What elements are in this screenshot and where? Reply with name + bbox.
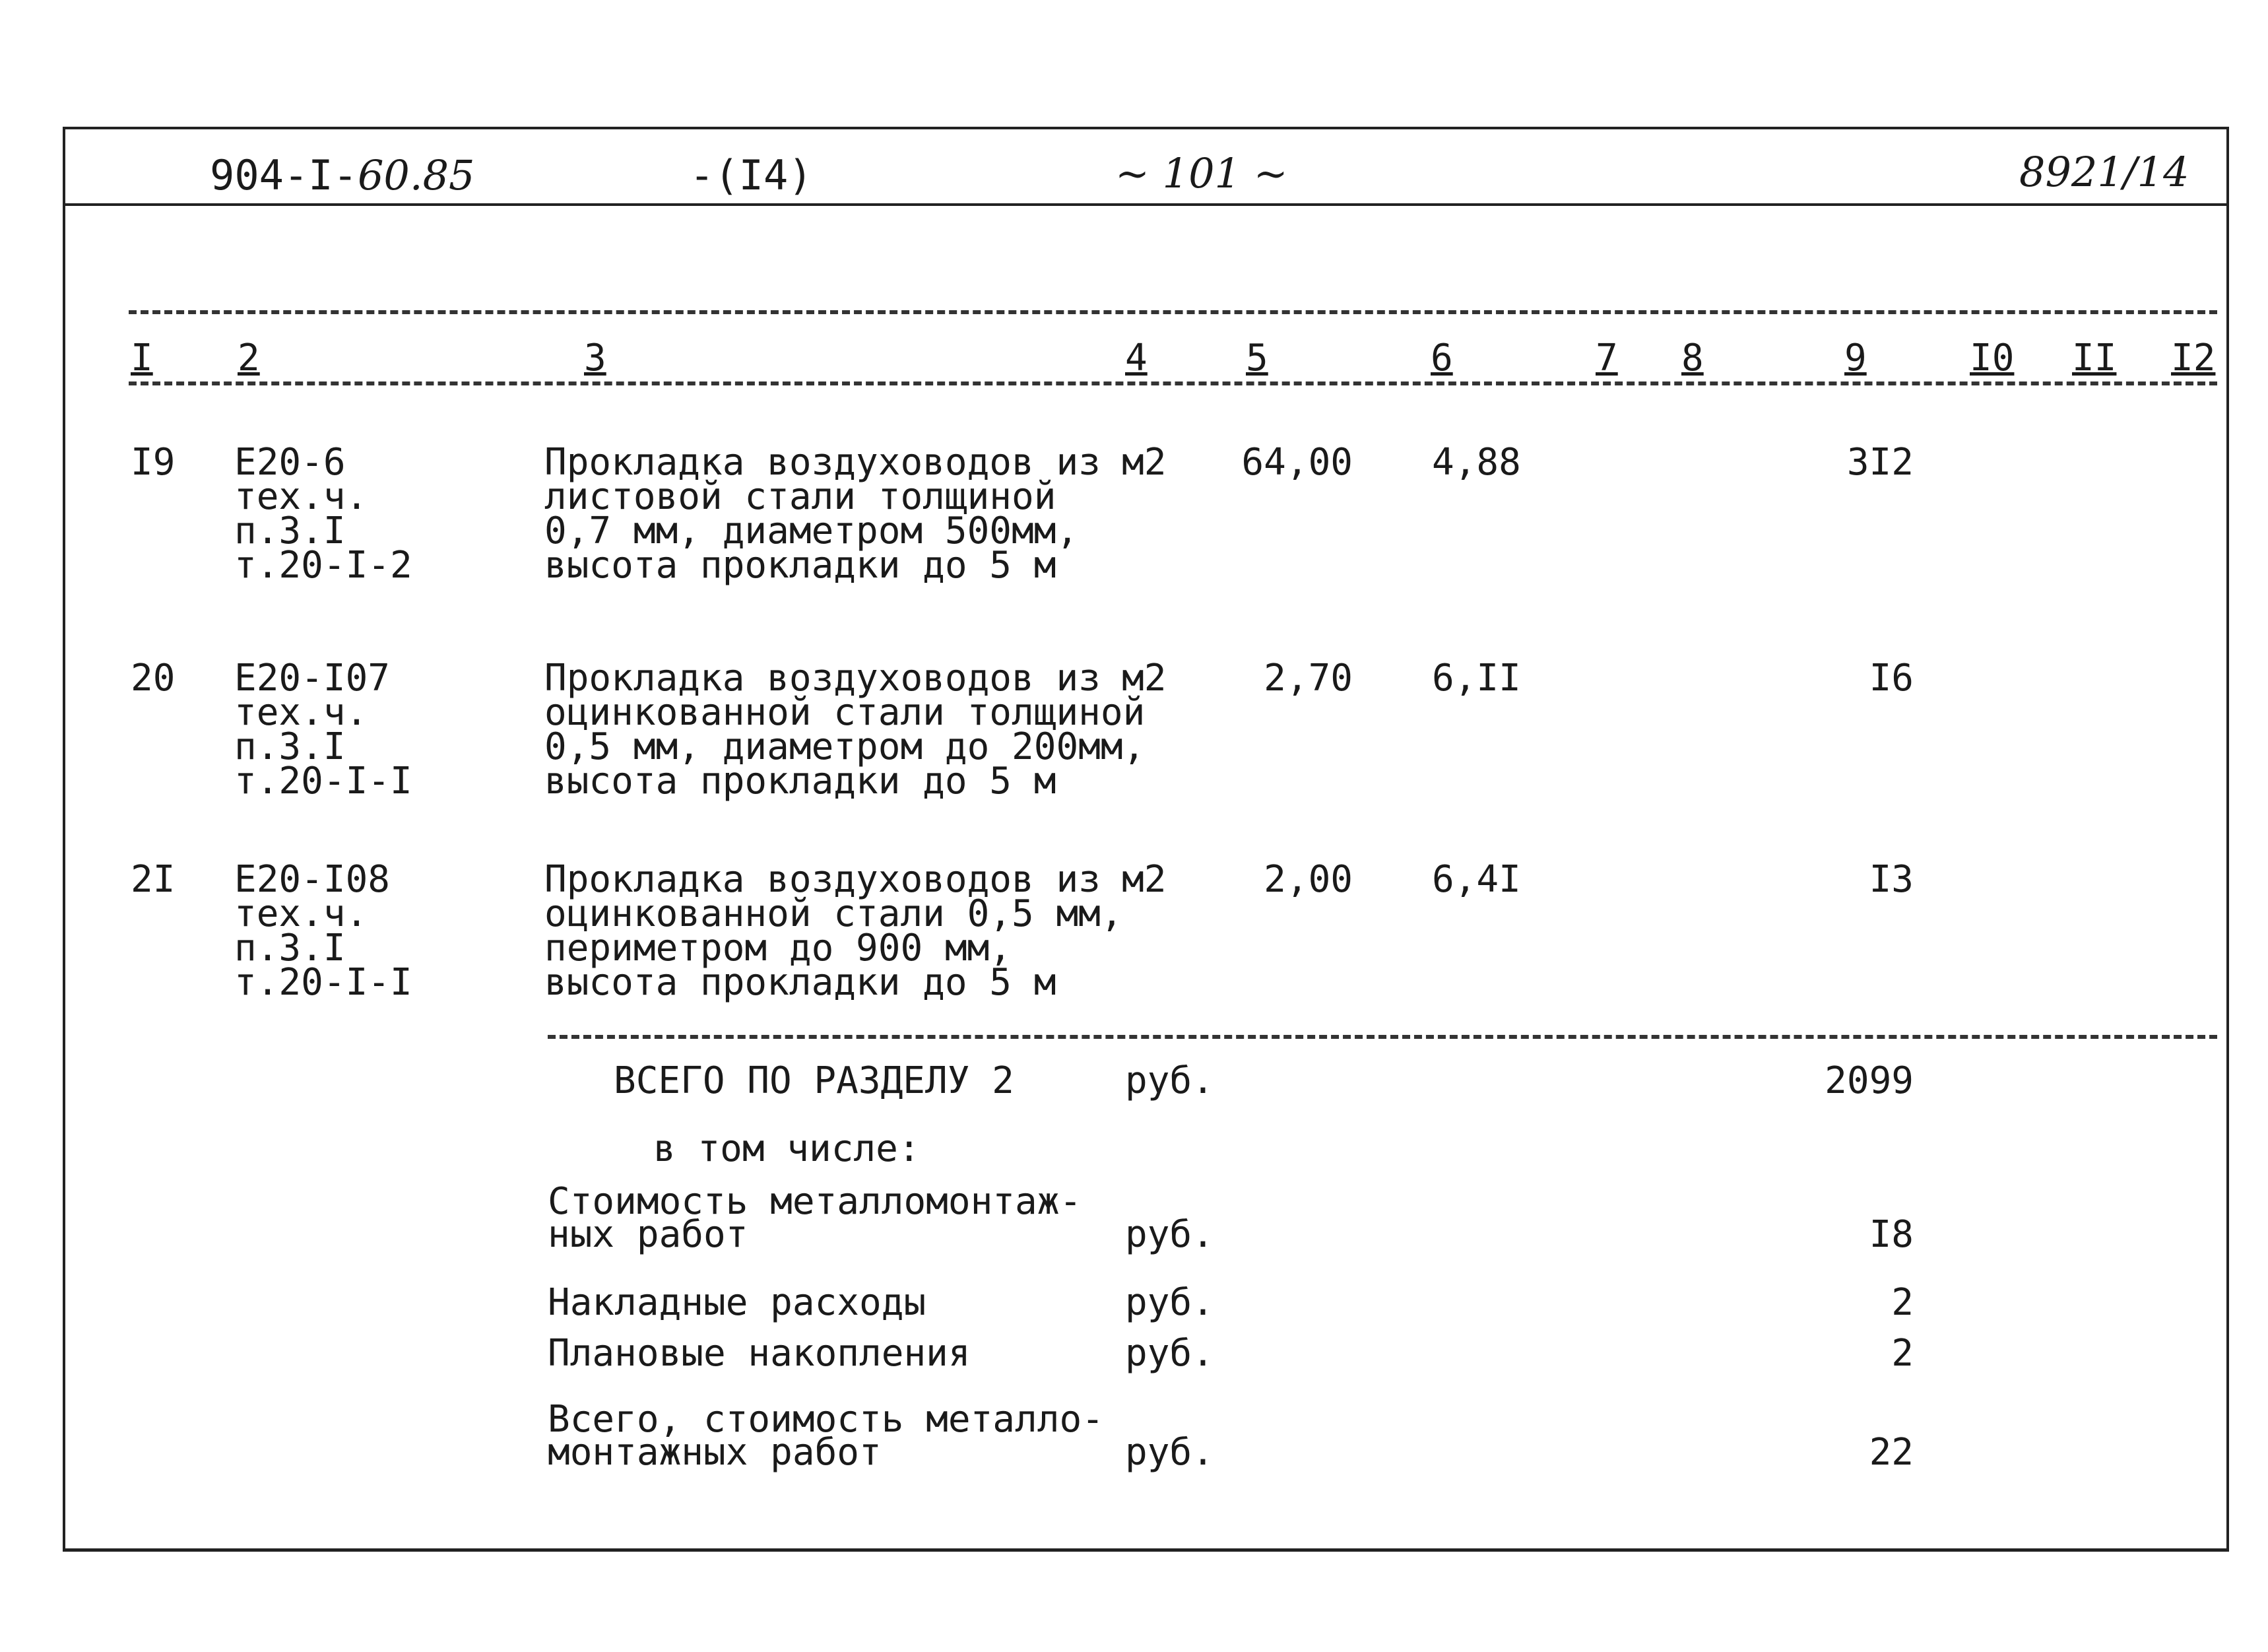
section-total-label: ВСЕГО ПО РАЗДЕЛУ 2 [614,1059,1014,1102]
description-line: высота прокладки до 5 м [544,961,1056,1004]
unit: м2 [1122,441,1167,484]
overhead-value: 2 [1891,1281,1914,1324]
column-number-3: 3 [584,337,606,380]
column-number-11: II [2072,337,2117,380]
description-line: оцинкованной стали 0,5 мм, [544,892,1123,935]
quantity: 2,70 [1264,657,1353,700]
description-line: высота прокладки до 5 м [544,544,1056,587]
rate-code-line: тех.ч. [234,892,368,935]
unit: м2 [1122,657,1167,700]
doc-code-print: 904-I- [210,151,358,199]
column-number-7: 7 [1596,337,1618,380]
unit-price: 6,4I [1432,858,1521,901]
column-number-12: I2 [2171,337,2216,380]
section-total-dashed-rule [548,1035,2217,1039]
grand-total-label-line: Всего, стоимость металло- [548,1398,1104,1441]
description-line: 0,5 мм, диаметром до 200мм, [544,725,1146,768]
description-line: Прокладка воздуховодов из [544,858,1101,901]
overhead-unit: руб. [1125,1281,1214,1324]
rate-code-line: тех.ч. [234,475,368,518]
rate-code-line: Е20-I07 [234,657,391,700]
description-line: 0,7 мм, диаметром 500мм, [544,510,1079,552]
archive-stamp-number: 8921/14 [2019,148,2189,196]
row-number: 2I [131,858,176,901]
rate-code-line: п.3.I [234,510,346,552]
doc-code-handwritten: 60.85 [357,151,475,199]
overhead-label: Накладные расходы [548,1281,926,1324]
grand-total-value: 22 [1869,1431,1914,1474]
column-number-9: 9 [1844,337,1867,380]
grand-total-label-line: монтажных работ [548,1431,882,1474]
page-number: ~ 101 ~ [1115,149,1288,197]
doc-code [210,151,475,199]
column-number-5: 5 [1246,337,1268,380]
description-line: Прокладка воздуховодов из [544,441,1101,484]
planned-savings-label: Плановые накопления [548,1332,971,1375]
total-cost: I6 [1869,657,1914,700]
unit: м2 [1122,858,1167,901]
planned-savings-unit: руб. [1125,1332,1214,1375]
row-number: 20 [131,657,176,700]
column-number-8: 8 [1681,337,1704,380]
column-number-6: 6 [1431,337,1453,380]
metal-works-label-line: Стоимость металломонтаж- [548,1180,1082,1223]
total-cost: I3 [1869,858,1914,901]
quantity: 64,00 [1241,441,1353,484]
sheet-number: -(I4) [690,151,813,199]
section-total-unit: руб. [1125,1059,1214,1102]
description-line: оцинкованной стали толщиной [544,691,1146,734]
description-line: Прокладка воздуховодов из [544,657,1101,700]
rate-code-line: Е20-I08 [234,858,391,901]
planned-savings-value: 2 [1891,1332,1914,1375]
rate-code-line: п.3.I [234,725,346,768]
description-line: периметром до 900 мм, [544,927,1012,970]
including-label: в том числе: [653,1127,921,1170]
column-number-1: I [131,337,153,380]
grand-total-unit: руб. [1125,1431,1214,1474]
section-total-value: 2099 [1825,1059,1914,1102]
rate-code-line: п.3.I [234,927,346,970]
metal-works-value: I8 [1869,1213,1914,1256]
table-header-dashed-rule [129,381,2217,385]
unit-price: 6,II [1432,657,1521,700]
row-number: I9 [131,441,176,484]
column-number-10: I0 [1970,337,2015,380]
rate-code-line: т.20-I-I [234,760,412,803]
unit-price: 4,88 [1432,441,1521,484]
description-line: высота прокладки до 5 м [544,760,1056,803]
rate-code-line: т.20-I-2 [234,544,412,587]
rate-code-line: т.20-I-I [234,961,412,1004]
metal-works-unit: руб. [1125,1213,1214,1256]
column-number-2: 2 [238,337,260,380]
table-top-dashed-rule [129,310,2217,314]
header-rule [63,203,2226,206]
rate-code-line: Е20-6 [234,441,346,484]
total-cost: 3I2 [1846,441,1914,484]
rate-code-line: тех.ч. [234,691,368,734]
quantity: 2,00 [1264,858,1353,901]
description-line: листовой стали толщиной [544,475,1056,518]
column-number-4: 4 [1125,337,1148,380]
metal-works-label-line: ных работ [548,1213,748,1256]
